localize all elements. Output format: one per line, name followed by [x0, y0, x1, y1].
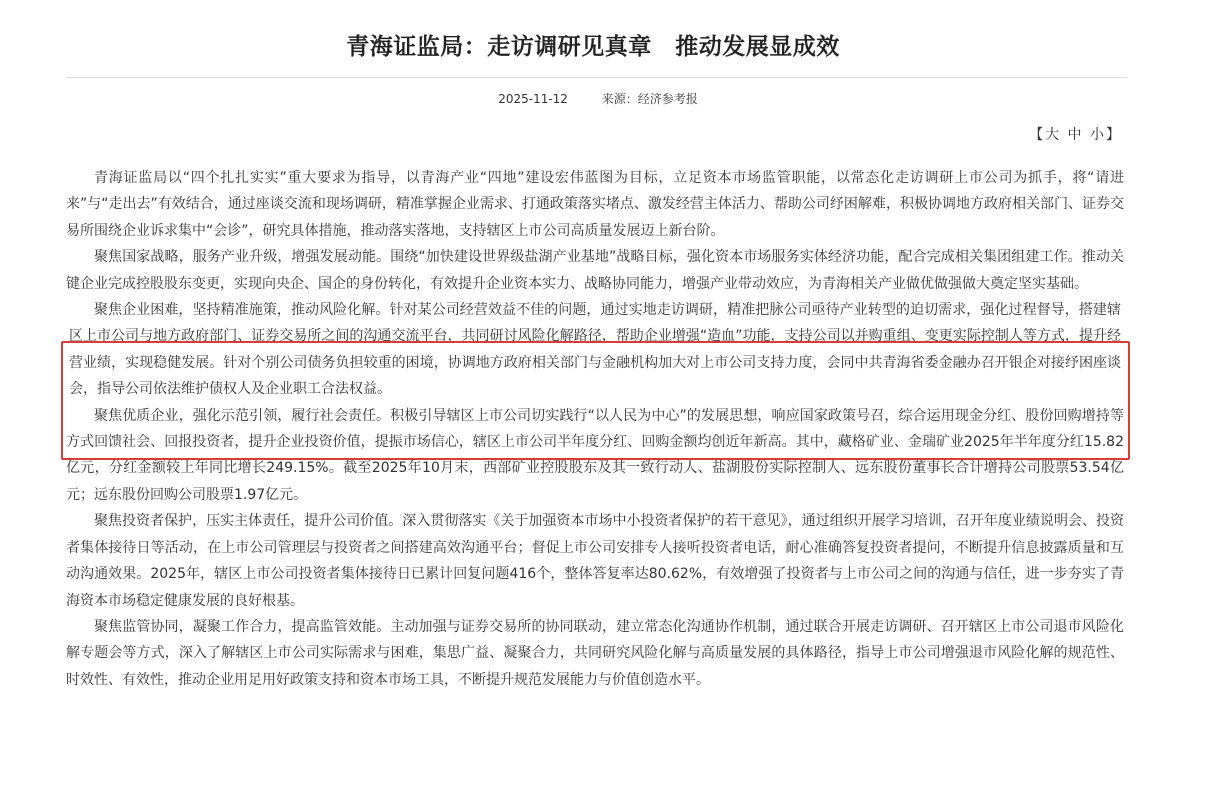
font-size-medium-button[interactable]: 中 — [1067, 127, 1084, 143]
article-meta — [0, 90, 1196, 107]
font-size-open-bracket: 【 — [1029, 127, 1046, 143]
font-size-controls — [1029, 124, 1122, 144]
font-size-close-bracket: 】 — [1106, 127, 1122, 143]
article-body — [66, 165, 1124, 693]
title-divider — [66, 77, 1127, 78]
article-source: 来源：经济参考报 — [601, 92, 698, 106]
article-title: 青海证监局：走访调研见真章 推动发展显成效 — [346, 34, 840, 60]
article-paragraph-regulatory-synergy: 聚焦监管协同，凝聚工作合力，提高监管效能。主动加强与证券交易所的协同联动，建立常态化沟通协作机制，通过联合开展走访调研、召开辖区上市公司退市风险化解专题会等方式，深入了解辖区上市公司实际需求与困难，集思广益、凝聚合力，共同研究风险化解与高质量发展的具体路径，指导上市公司增强退市风险化解的规范性、时效性、有效性，推动企业用足用好政策支持和资本市场工具，不断提升规范发展能力与价值创造水平。 — [66, 618, 1124, 688]
article-paragraph-national-strategy: 聚焦国家战略，服务产业升级，增强发展动能。围绕“加快建设世界级盐湖产业基地”战略目标，强化资本市场服务实体经济功能，配合完成相关集团组建工作。推动关键企业完成控股股东变更，实现向央企、国企的身份转化，有效提升企业资本实力、战略协同能力，增强产业带动效应，为青海相关产业做优做强做大奠定坚实基础。 — [66, 249, 1124, 292]
article-paragraph-quality-enterprises: 聚焦优质企业，强化示范引领，履行社会责任。积极引导辖区上市公司切实践行“以人民为中心”的发展思想，响应国家政策号召，综合运用现金分红、股份回购增持等方式回馈社会、回报投资者，提升企业投资价值，提振市场信心，辖区上市公司半年度分红、回购金额均创近年新高。其中，藏格矿业、金瑞矿业2025年半年度分红15.82亿元，分红金额较上年同比增长249.15%。截至2025年10月末，西部矿业控股股东及其一致行动人、盐湖股份实际控制人、远东股份董事长合计增持公司股票53.54亿元；远东股份回购公司股票1.97亿元。 — [66, 407, 1124, 503]
font-size-large-button[interactable]: 大 — [1045, 127, 1062, 143]
font-size-small-button[interactable]: 小 — [1090, 127, 1106, 143]
article-paragraph-intro: 青海证监局以“四个扎扎实实”重大要求为指导，以青海产业“四地”建设宏伟蓝图为目标，立足资本市场监管职能，以常态化走访调研上市公司为抓手，将“请进来”与“走出去”有效结合，通过座谈交流和现场调研，精准掌握企业需求、打通政策落实堵点、激发经营主体活力、帮助公司纾困解难，积极协调地方政府相关部门、证券交易所围绕企业诉求集中“会诊”，研究具体措施，推动落实落地，支持辖区上市公司高质量发展迈上新台阶。 — [66, 170, 1124, 239]
article-paragraph-investor-protection: 聚焦投资者保护，压实主体责任，提升公司价值。深入贯彻落实《关于加强资本市场中小投资者保护的若干意见》，通过组织开展学习培训，召开年度业绩说明会、投资者集体接待日等活动，在上市公司管理层与投资者之间搭建高效沟通平台；督促上市公司安排专人接听投资者电话，耐心准确答复投资者提问，不断提升信息披露质量和互动沟通效果。2025年，辖区上市公司投资者集体接待日已累计回复问题416个，整体答复率达80.62%，有效增强了投资者与上市公司之间的沟通与信任，进一步夯实了青海资本市场稳定健康发展的良好根基。 — [66, 513, 1124, 609]
publish-date: 2025-11-12 — [498, 92, 568, 106]
article-paragraph-risk-resolution: 聚焦企业困难，坚持精准施策，推动风险化解。针对某公司经营效益不佳的问题，通过实地走访调研，精准把脉公司亟待产业转型的迫切需求，强化过程督导，搭建辖区上市公司与地方政府部门、证券交易所之间的沟通交流平台，共同研讨风险化解路径，帮助企业增强“造血”功能，支持公司以并购重组、变更实际控制人等方式，提升经营业绩，实现稳健发展。针对个别公司债务负担较重的困境，协调地方政府相关部门与金融机构加大对上市公司支持力度，会同中共青海省委金融办召开银企对接纾困座谈会，指导公司依法维护债权人及企业职工合法权益。 — [69, 302, 1121, 398]
